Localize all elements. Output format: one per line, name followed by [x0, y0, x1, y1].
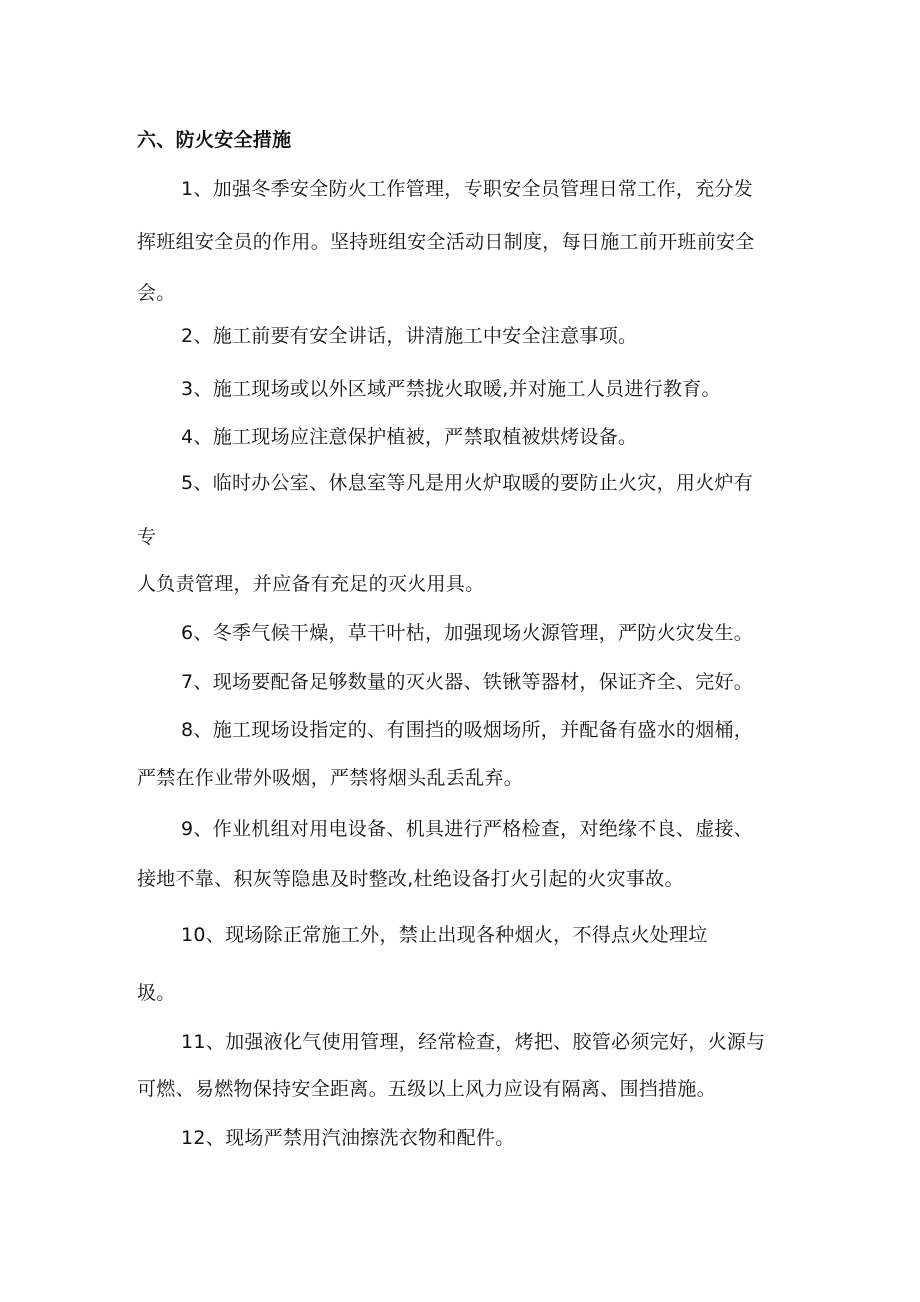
- paragraph-line: 接地不靠、积灰等隐患及时整改,杜绝设备打火引起的火灾事故。: [137, 868, 684, 890]
- paragraph-line: 1、加强冬季安全防火工作管理，专职安全员管理日常工作，充分发: [181, 178, 754, 200]
- paragraph-line: 2、施工前要有安全讲话，讲清施工中安全注意事项。: [181, 325, 638, 347]
- paragraph-line: 6、冬季气候干燥，草干叶枯，加强现场火源管理，严防火灾发生。: [181, 622, 754, 644]
- paragraph-line: 11、加强液化气使用管理，经常检查，烤把、胶管必须完好，火源与: [181, 1031, 766, 1053]
- paragraph-line: 会。: [137, 282, 176, 304]
- paragraph-line: 8、施工现场设指定的、有围挡的吸烟场所，并配备有盛水的烟桶，: [181, 719, 754, 741]
- section-heading: 六、防火安全措施: [137, 129, 292, 151]
- paragraph-line: 圾。: [137, 982, 176, 1004]
- paragraph-line: 10、现场除正常施工外，禁止出现各种烟火，不得点火处理垃: [181, 924, 708, 946]
- paragraph-line: 可燃、易燃物保持安全距离。五级以上风力应设有隔离、围挡措施。: [137, 1078, 717, 1100]
- paragraph-line: 5、临时办公室、休息室等凡是用火炉取暖的要防止火灾，用火炉有: [181, 472, 754, 494]
- paragraph-line: 专: [137, 526, 157, 548]
- paragraph-line: 9、作业机组对用电设备、机具进行严格检查，对绝缘不良、虚接、: [181, 818, 754, 840]
- paragraph-line: 严禁在作业带外吸烟，严禁将烟头乱丢乱弃。: [137, 767, 524, 789]
- paragraph-line: 3、施工现场或以外区域严禁拢火取暖,并对施工人员进行教育。: [181, 378, 721, 400]
- paragraph-line: 挥班组安全员的作用。坚持班组安全活动日制度，每日施工前开班前安全: [137, 231, 755, 253]
- paragraph-line: 人负责管理，并应备有充足的灭火用具。: [137, 573, 485, 595]
- paragraph-line: 4、施工现场应注意保护植被，严禁取植被烘烤设备。: [181, 426, 638, 448]
- paragraph-line: 7、现场要配备足够数量的灭火器、铁锹等器材，保证齐全、完好。: [181, 671, 754, 693]
- paragraph-line: 12、现场严禁用汽油擦洗衣物和配件。: [181, 1127, 515, 1149]
